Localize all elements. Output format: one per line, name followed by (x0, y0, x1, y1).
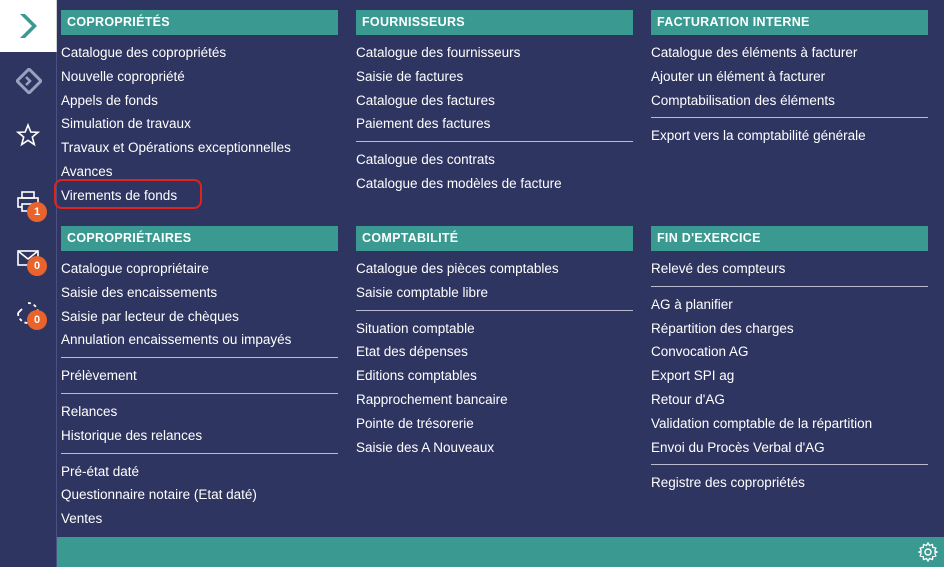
rail-item-diamond[interactable] (0, 60, 57, 100)
menu-link[interactable]: Catalogue des modèles de facture (356, 175, 562, 191)
menu-link[interactable]: Export SPI ag (651, 368, 735, 384)
menu-link[interactable]: Saisie par lecteur de chèques (61, 308, 239, 324)
section-header: FIN D'EXERCICE (651, 226, 928, 251)
menu-link[interactable]: Editions comptables (356, 368, 477, 384)
menu-link[interactable]: Annulation encaissements ou impayés (61, 332, 292, 348)
group-divider (61, 393, 338, 394)
menu-link[interactable]: Questionnaire notaire (Etat daté) (61, 487, 257, 503)
menu-section (61, 10, 339, 208)
section-header: FOURNISSEURS (356, 10, 633, 35)
section-header: COPROPRIÉTÉS (61, 10, 338, 35)
menu-link[interactable]: Catalogue des fournisseurs (356, 45, 521, 60)
diamond-arrow-icon (16, 68, 42, 94)
home-logo-button[interactable] (0, 0, 57, 52)
menu-link[interactable]: Validation comptable de la répartition (651, 415, 873, 431)
menu-section (651, 10, 929, 148)
menu-section (356, 10, 634, 196)
menu-link[interactable]: Prélèvement (61, 368, 137, 384)
menu-link[interactable]: Convocation AG (651, 344, 749, 360)
menu-link[interactable]: Situation comptable (356, 320, 475, 336)
menu-link[interactable]: Pré-état daté (61, 463, 140, 479)
menu-link[interactable]: Catalogue des contrats (356, 152, 495, 168)
section-links (61, 35, 339, 208)
group-divider (356, 141, 633, 142)
sync-badge: 0 (27, 310, 47, 330)
rail-item-print[interactable] (0, 182, 57, 222)
rail-item-mail[interactable] (0, 238, 57, 278)
menu-link[interactable]: Registre des copropriétés (651, 475, 805, 491)
menu-link[interactable]: Catalogue des pièces comptables (356, 261, 559, 276)
section-links (356, 35, 634, 196)
menu-link[interactable]: Relances (61, 403, 118, 419)
section-links (61, 251, 339, 531)
group-divider (651, 286, 928, 287)
menu-link[interactable]: Paiement des factures (356, 116, 491, 132)
logo-chevron-icon (14, 11, 44, 41)
menu-link[interactable]: Etat des dépenses (356, 344, 468, 360)
menu-link[interactable]: Envoi du Procès Verbal d'AG (651, 439, 825, 455)
section-header: COMPTABILITÉ (356, 226, 633, 251)
group-divider (651, 117, 928, 118)
menu-link[interactable]: Rapprochement bancaire (356, 391, 508, 407)
star-icon (16, 123, 40, 147)
section-header: FACTURATION INTERNE (651, 10, 928, 35)
menu-link[interactable]: Travaux et Opérations exceptionnelles (61, 140, 291, 156)
menu-link[interactable]: Saisie des A Nouveaux (356, 439, 495, 455)
footer-bar (57, 537, 944, 567)
menu-link[interactable]: Répartition des charges (651, 320, 794, 336)
rail-item-sync[interactable] (0, 293, 57, 333)
menu-link[interactable]: Historique des relances (61, 427, 203, 443)
menu-link[interactable]: Appels de fonds (61, 92, 158, 108)
menu-link[interactable]: Catalogue des factures (356, 92, 495, 108)
left-rail (0, 0, 57, 567)
menu-link[interactable]: Relevé des compteurs (651, 261, 786, 276)
menu-link[interactable]: Ajouter un élément à facturer (651, 68, 826, 84)
menu-link[interactable]: Saisie comptable libre (356, 284, 489, 300)
menu-link[interactable]: Saisie des encaissements (61, 284, 218, 300)
menu-link[interactable]: Ventes (61, 511, 103, 527)
section-links (651, 35, 929, 148)
rail-item-favorites[interactable] (0, 115, 57, 155)
menu-link[interactable]: Simulation de travaux (61, 116, 191, 132)
menu-link[interactable]: Catalogue des copropriétés (61, 45, 227, 60)
menu-link[interactable]: Catalogue des éléments à facturer (651, 45, 858, 60)
menu-link[interactable]: Comptabilisation des éléments (651, 92, 835, 108)
section-header: COPROPRIÉTAIRES (61, 226, 338, 251)
menu-link[interactable]: Virements de fonds (61, 187, 178, 203)
menu-section (61, 226, 339, 531)
mail-badge: 0 (27, 256, 47, 276)
group-divider (356, 310, 633, 311)
section-links (356, 251, 634, 459)
group-divider (61, 357, 338, 358)
menu-link[interactable]: AG à planifier (651, 296, 733, 312)
print-badge: 1 (27, 202, 47, 222)
menu-link[interactable]: Pointe de trésorerie (356, 415, 474, 431)
menu-link[interactable]: Catalogue copropriétaire (61, 261, 209, 276)
menu-link[interactable]: Export vers la comptabilité générale (651, 128, 866, 144)
group-divider (651, 464, 928, 465)
section-links (651, 251, 929, 495)
menu-link[interactable]: Avances (61, 163, 113, 179)
menu-section (356, 226, 634, 459)
menu-link[interactable]: Saisie de factures (356, 68, 464, 84)
menu-link[interactable]: Retour d'AG (651, 391, 725, 407)
menu-section (651, 226, 929, 495)
gear-icon[interactable] (918, 542, 938, 562)
menu-link[interactable]: Nouvelle copropriété (61, 68, 185, 84)
group-divider (61, 453, 338, 454)
